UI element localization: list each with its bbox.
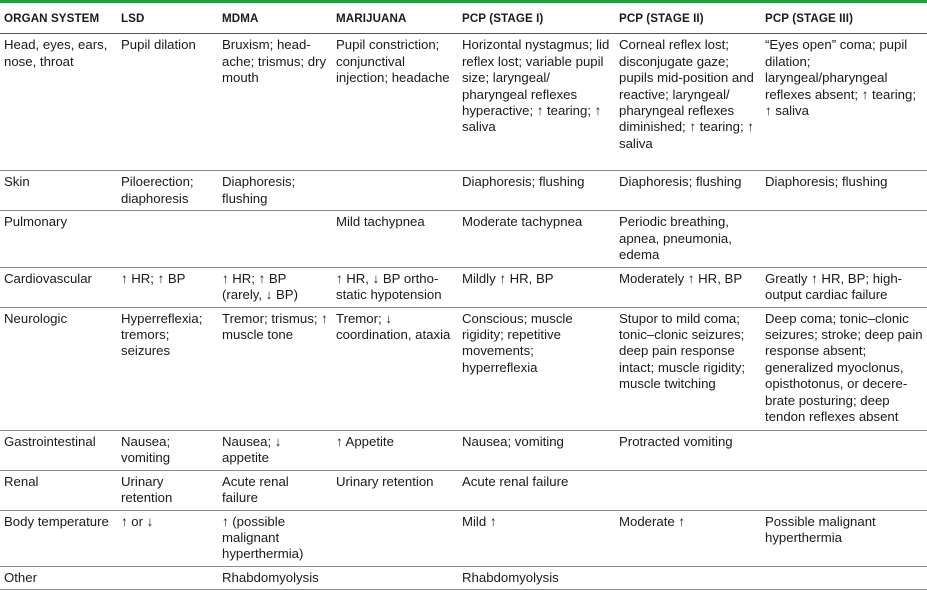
cell-organ: Renal	[0, 470, 117, 510]
cell-pcp-1: Mild ↑	[458, 510, 615, 566]
cell-pcp-1: Diaphoresis; flushing	[458, 171, 615, 211]
row-gastrointestinal	[0, 430, 927, 470]
cell-pcp-2: Protracted vomiting	[615, 430, 761, 470]
cell-lsd	[117, 211, 218, 267]
cell-pcp-2: Diaphoresis; flushing	[615, 171, 761, 211]
header-pcp-stage-3: PCP (STAGE III)	[761, 6, 927, 34]
row-skin	[0, 171, 927, 211]
cell-organ: Body temperature	[0, 510, 117, 566]
row-other	[0, 566, 927, 589]
cell-pcp-2: Periodic breathing, apnea, pneumonia, edema	[615, 211, 761, 267]
cell-pcp-1: Acute renal failure	[458, 470, 615, 510]
cell-organ: Head, eyes, ears, nose, throat	[0, 34, 117, 171]
cell-mdma: Nausea; ↓ appetite	[218, 430, 332, 470]
cell-lsd: Piloerection; diaphoresis	[117, 171, 218, 211]
cell-pcp-3: Diaphoresis; flushing	[761, 171, 927, 211]
cell-organ: Cardiovascular	[0, 267, 117, 307]
cell-pcp-2: Moderate ↑	[615, 510, 761, 566]
cell-pcp-1: Moderate tachypnea	[458, 211, 615, 267]
row-neurologic	[0, 307, 927, 430]
header-marijuana: MARIJUANA	[332, 6, 458, 34]
top-green-rule	[0, 0, 927, 3]
cell-marijuana: ↑ HR, ↓ BP ortho-static hypotension	[332, 267, 458, 307]
cell-marijuana: Urinary retention	[332, 470, 458, 510]
cell-marijuana: Mild tachypnea	[332, 211, 458, 267]
drug-effects-table	[0, 6, 927, 590]
cell-marijuana	[332, 510, 458, 566]
cell-pcp-1: Rhabdomyolysis	[458, 566, 615, 589]
header-row	[0, 6, 927, 34]
cell-pcp-2: Moderately ↑ HR, BP	[615, 267, 761, 307]
cell-organ: Skin	[0, 171, 117, 211]
header-lsd: LSD	[117, 6, 218, 34]
row-cardiovascular	[0, 267, 927, 307]
cell-lsd: Pupil dilation	[117, 34, 218, 171]
cell-organ: Other	[0, 566, 117, 589]
cell-mdma: Bruxism; head-ache; trismus; dry mouth	[218, 34, 332, 171]
cell-pcp-1: Mildly ↑ HR, BP	[458, 267, 615, 307]
cell-pcp-3: Deep coma; tonic–clonic seizures; stroke; deep pain response absent; generalized myoclonus, opisthotonus, or decere-brate posturing; deep tendon reflexes absent	[761, 307, 927, 430]
cell-organ: Neurologic	[0, 307, 117, 430]
cell-lsd: Urinary retention	[117, 470, 218, 510]
row-renal	[0, 470, 927, 510]
cell-marijuana	[332, 171, 458, 211]
cell-organ: Pulmonary	[0, 211, 117, 267]
row-pulmonary	[0, 211, 927, 267]
cell-mdma: Rhabdomyolysis	[218, 566, 332, 589]
header-pcp-stage-2: PCP (STAGE II)	[615, 6, 761, 34]
cell-pcp-3	[761, 566, 927, 589]
cell-pcp-3: Possible malignant hyperthermia	[761, 510, 927, 566]
row-body-temperature	[0, 510, 927, 566]
cell-marijuana: ↑ Appetite	[332, 430, 458, 470]
cell-mdma: ↑ (possible malignant hyperthermia)	[218, 510, 332, 566]
cell-pcp-2	[615, 566, 761, 589]
cell-pcp-1: Nausea; vomiting	[458, 430, 615, 470]
header-organ-system: ORGAN SYSTEM	[0, 6, 117, 34]
cell-marijuana: Pupil constriction; conjunctival injection; headache	[332, 34, 458, 171]
cell-pcp-2: Stupor to mild coma; tonic–clonic seizures; deep pain response intact; muscle rigidity; muscle twitching	[615, 307, 761, 430]
cell-pcp-1: Conscious; muscle rigidity; repetitive movements; hyperreflexia	[458, 307, 615, 430]
cell-pcp-3: Greatly ↑ HR, BP; high-output cardiac failure	[761, 267, 927, 307]
cell-pcp-1: Horizontal nystagmus; lid reflex lost; variable pupil size; laryngeal/ pharyngeal reflexes hyperactive; ↑ tearing; ↑ saliva	[458, 34, 615, 171]
cell-pcp-3	[761, 211, 927, 267]
cell-mdma: Diaphoresis; flushing	[218, 171, 332, 211]
cell-marijuana: Tremor; ↓ coordination, ataxia	[332, 307, 458, 430]
cell-mdma	[218, 211, 332, 267]
cell-lsd: Hyperreflexia; tremors; seizures	[117, 307, 218, 430]
cell-organ: Gastrointestinal	[0, 430, 117, 470]
cell-pcp-3	[761, 430, 927, 470]
cell-pcp-3: “Eyes open” coma; pupil dilation; laryngeal/pharyngeal reflexes absent; ↑ tearing; ↑ saliva	[761, 34, 927, 171]
cell-mdma: ↑ HR; ↑ BP (rarely, ↓ BP)	[218, 267, 332, 307]
cell-lsd: ↑ HR; ↑ BP	[117, 267, 218, 307]
cell-mdma: Acute renal failure	[218, 470, 332, 510]
cell-pcp-3	[761, 470, 927, 510]
cell-lsd: Nausea; vomiting	[117, 430, 218, 470]
cell-pcp-2	[615, 470, 761, 510]
cell-marijuana	[332, 566, 458, 589]
header-mdma: MDMA	[218, 6, 332, 34]
cell-lsd	[117, 566, 218, 589]
cell-lsd: ↑ or ↓	[117, 510, 218, 566]
row-heent	[0, 34, 927, 171]
header-pcp-stage-1: PCP (STAGE I)	[458, 6, 615, 34]
cell-pcp-2: Corneal reflex lost; disconjugate gaze; pupils mid-position and reactive; laryngeal/ pharyngeal reflexes diminished; ↑ tearing; ↑ saliva	[615, 34, 761, 171]
cell-mdma: Tremor; trismus; ↑ muscle tone	[218, 307, 332, 430]
